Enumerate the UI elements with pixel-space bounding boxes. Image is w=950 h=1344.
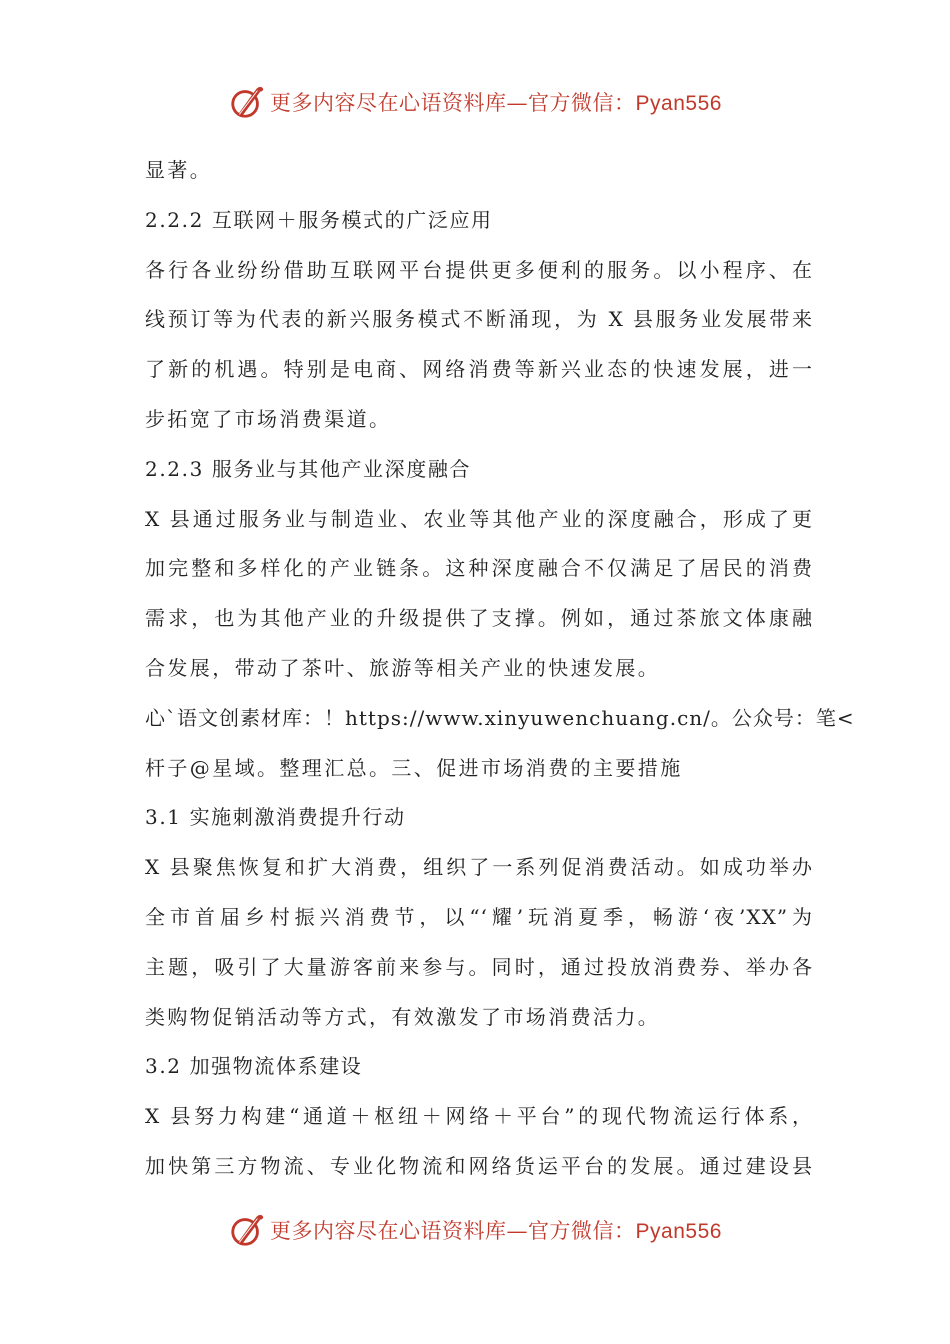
- banner-text: [270, 1215, 722, 1245]
- paragraph-line: 合发展，带动了茶叶、旅游等相关产业的快速发展。: [145, 655, 661, 680]
- paragraph-line: 主题，吸引了大量游客前来参与。同时，通过投放消费券、举办各: [145, 954, 813, 979]
- banner-dash: —: [506, 1219, 529, 1243]
- section-heading: 2.2.3 服务业与其他产业深度融合: [145, 456, 472, 481]
- section-heading: 3.1 实施刺激消费提升行动: [145, 805, 406, 830]
- quill-pen-circle-icon: [228, 83, 266, 121]
- banner-dash: —: [506, 91, 529, 115]
- source-note-line: 杆子@星域。整理汇总。三、促进市场消费的主要措施: [145, 755, 683, 780]
- banner-wechat-id: Pyan556: [635, 1220, 722, 1243]
- banner-text: [270, 87, 722, 117]
- paragraph-line: 加完整和多样化的产业链条。这种深度融合不仅满足了居民的消费: [145, 556, 813, 581]
- paragraph-line: 各行各业纷纷借助互联网平台提供更多便利的服务。以小程序、在: [145, 257, 813, 282]
- paragraph-line: 加快第三方物流、专业化物流和网络货运平台的发展。通过建设县: [145, 1153, 813, 1178]
- paragraph-line: X 县聚焦恢复和扩大消费，组织了一系列促消费活动。如成功举办: [145, 855, 813, 880]
- paragraph-line: 步拓宽了市场消费渠道。: [145, 406, 392, 431]
- paragraph-line: 了新的机遇。特别是电商、网络消费等新兴业态的快速发展，进一: [145, 357, 813, 382]
- banner-wechat-label: 官方微信：: [528, 1219, 636, 1243]
- footer-banner: [0, 1208, 950, 1252]
- paragraph-line: 显著。: [145, 158, 213, 182]
- header-banner: [0, 80, 950, 124]
- paragraph-line: 全市首届乡村振兴消费节，以“‘耀’玩消夏季，畅游‘夜’XX”为: [145, 904, 813, 929]
- banner-title: 更多内容尽在心语资料库: [270, 1219, 507, 1243]
- paragraph-line: 类购物促销活动等方式，有效激发了市场消费活力。: [145, 1004, 661, 1029]
- paragraph-line: X 县努力构建“通道＋枢纽＋网络＋平台”的现代物流运行体系，: [145, 1104, 813, 1129]
- source-note-line: 心`语文创素材库：！https://www.xinyuwenchuang.cn/。公众号：笔<: [145, 705, 855, 730]
- quill-pen-circle-icon: [228, 1211, 266, 1249]
- document-body: [145, 146, 855, 1192]
- banner-wechat-id: Pyan556: [635, 92, 722, 115]
- paragraph-line: X 县通过服务业与制造业、农业等其他产业的深度融合，形成了更: [145, 506, 813, 531]
- paragraph-line: 线预订等为代表的新兴服务模式不断涌现，为 X 县服务业发展带来: [145, 307, 813, 332]
- banner-title: 更多内容尽在心语资料库: [270, 91, 507, 115]
- banner-wechat-label: 官方微信：: [528, 91, 636, 115]
- section-heading: 2.2.2 互联网＋服务模式的广泛应用: [145, 207, 493, 232]
- section-heading: 3.2 加强物流体系建设: [145, 1054, 363, 1079]
- paragraph-line: 需求，也为其他产业的升级提供了支撑。例如，通过茶旅文体康融: [145, 606, 813, 631]
